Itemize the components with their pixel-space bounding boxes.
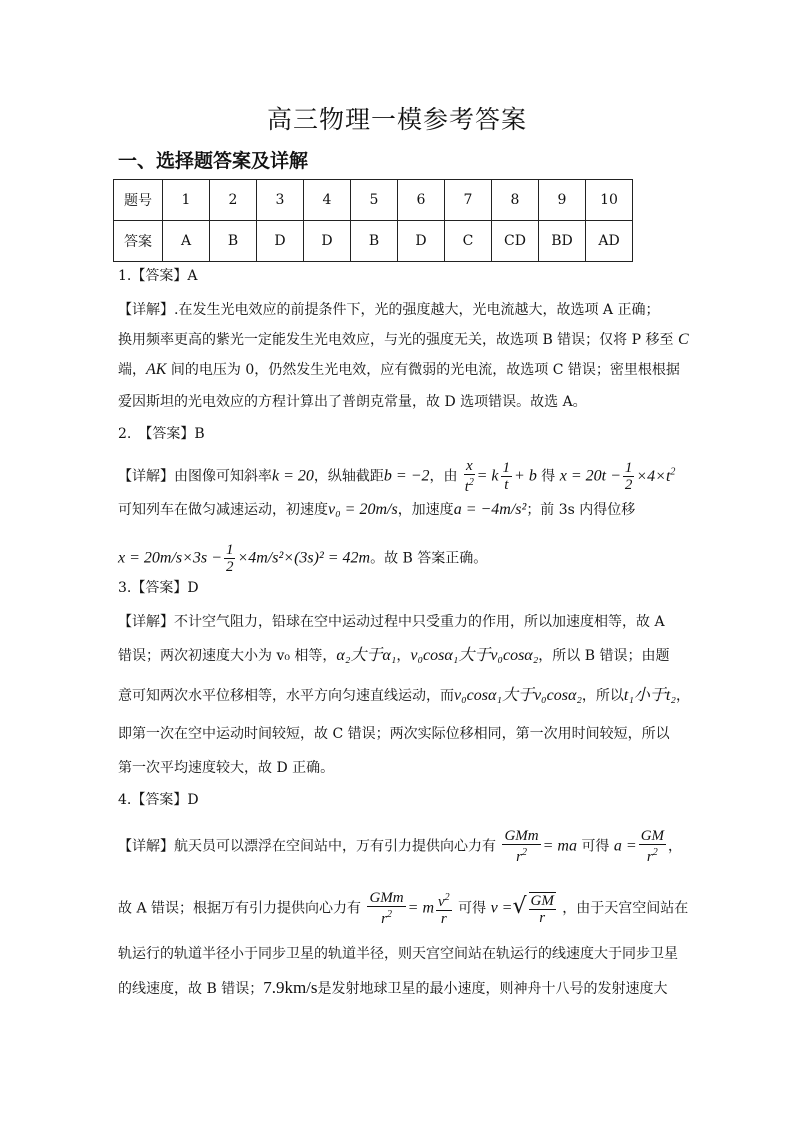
formula-fraction: $\frac{x}{t^2}$ <box>464 458 474 495</box>
text: 换用频率更高的紫光一定能发生光电效应，与光的强度无关，故选项 B 错误；仅将 P 移至 <box>118 332 678 348</box>
math-a: a = −4m/s² <box>453 501 527 518</box>
table-cell: C <box>445 221 492 262</box>
table-cell: A <box>163 221 210 262</box>
text: 可得 <box>581 838 610 855</box>
table-cell: B <box>210 221 257 262</box>
q1-line-4: 爱因斯坦的光电效应的方程计算出了普朗克常量，故 D 选项错误。故选 A。 <box>118 394 587 410</box>
q3-line-2 <box>118 646 669 666</box>
math-t: t₁小于t₂ <box>623 687 676 704</box>
text: 错误；两次初速度大小为 v₀ 相等， <box>118 648 337 664</box>
math-v0: v₀ = 20m/s <box>328 501 398 518</box>
row-label: 答案 <box>114 221 163 262</box>
q3-line-4: 即第一次在空中运动时间较短，故 C 错误；两次实际位移相同，第一次用时间较短，所以 <box>118 726 670 742</box>
q3-line-1: 【详解】不计空气阻力，铅球在空中运动过程中只受重力的作用，所以加速度相等，故 A <box>118 614 665 630</box>
text: 【详解】由图像可知斜率 <box>118 468 272 485</box>
q4-line-4 <box>118 978 668 999</box>
q4-line-3: 轨运行的轨道半径小于同步卫星的轨道半径，则天宫空间站在轨运行的线速度大于同步卫星 <box>118 946 678 962</box>
text: ，所以 B 错误；由题 <box>538 648 670 664</box>
table-cell: 2 <box>210 180 257 221</box>
table-cell: D <box>304 221 351 262</box>
q1-line-2 <box>118 330 689 350</box>
math-speed: 7.9km/s <box>263 978 318 997</box>
text: 可知列车在做匀减速运动，初速度 <box>118 502 328 518</box>
table-cell: B <box>351 221 398 262</box>
q2-answer: 2. 【答案】B <box>118 426 205 442</box>
table-cell: 7 <box>445 180 492 221</box>
table-cell: AD <box>586 221 633 262</box>
table-cell: CD <box>492 221 539 262</box>
table-row-answers <box>114 221 633 262</box>
table-cell: 10 <box>586 180 633 221</box>
q2-line-3 <box>118 542 487 575</box>
sqrt-icon: √ $\frac{GM}{r}$ <box>512 892 554 926</box>
table-row-numbers <box>114 180 633 221</box>
text: 得 <box>541 468 556 485</box>
q1-line-1: 【详解】.在发生光电效应的前提条件下，光的强度越大，光电流越大，故选项 A 正确； <box>118 302 660 318</box>
table-cell: BD <box>539 221 586 262</box>
text: ，所以 <box>581 688 624 704</box>
text: ，由 <box>429 468 458 485</box>
formula-fraction: $\frac{1}{2}$ <box>225 542 234 575</box>
q2-line-1: 【详解】由图像可知斜率k = 20，纵轴截距b = −2，由 $\frac{x}{t^2}$ = k $\frac{1}{t}$ + b 得 x = 20t − $\frac{1}{2}$ $\times 4\times t^2$ <box>118 458 676 495</box>
table-cell: 4 <box>304 180 351 221</box>
formula-fraction: $\frac{\text{GMm}}{r^2}$ <box>369 890 404 927</box>
math-alpha: α₂大于α₁ <box>336 647 397 664</box>
math-x: x = 20m/s×3s − <box>118 549 222 567</box>
table-cell: 9 <box>539 180 586 221</box>
answer-table <box>113 179 633 262</box>
text: 意可知两次水平位移相等，水平方向匀速直线运动，而 <box>118 688 454 704</box>
q3-line-5: 第一次平均速度较大，故 D 正确。 <box>118 760 335 776</box>
math-vcos: v₀cosα₁大于v₀cosα₂ <box>454 687 582 704</box>
math-c: C <box>677 331 689 348</box>
table-cell: 5 <box>351 180 398 221</box>
text: ，纵轴截距 <box>313 468 384 485</box>
formula-fraction: $\frac{v^2}{r}$ <box>438 892 450 927</box>
q1-line-3 <box>118 360 680 380</box>
math-x-rest: ×4m/s²×(3s)² = 42m <box>237 549 371 567</box>
formula-fraction: $\frac{\text{GMm}}{r^2}$ <box>504 828 539 865</box>
row-label: 题号 <box>114 180 163 221</box>
text: 【详解】航天员可以漂浮在空间站中，万有引力提供向心力有 <box>118 838 496 855</box>
math-ak: AK <box>146 361 167 378</box>
text: 间的电压为 0，仍然发生光电效，应有微弱的光电流，故选项 C 错误；密里根根据 <box>166 362 680 378</box>
section-heading: 一、选择题答案及详解 <box>118 150 309 172</box>
text: ；前 3s 内得位移 <box>526 502 636 518</box>
text: ，加速度 <box>397 502 454 518</box>
formula-fraction: $\frac{1}{2}$ <box>624 460 633 493</box>
table-cell: 8 <box>492 180 539 221</box>
q1-answer: 1.【答案】A <box>118 268 198 284</box>
table-cell: 3 <box>257 180 304 221</box>
q4-answer: 4.【答案】D <box>118 792 199 808</box>
text: 端， <box>118 362 146 378</box>
text: 。故 B 答案正确。 <box>370 550 488 567</box>
formula-fraction: $\frac{1}{t}$ <box>502 460 511 493</box>
q4-line-2: 故 A 错误；根据万有引力提供向心力有 $\frac{\text{GMm}}{r^2}$ = m $\frac{v^2}{r}$ 可得 v =√ $\frac{GM}{r}$ ，由于天宫空间站在 <box>118 890 689 927</box>
text: 是发射地球卫星的最小速度，则神舟十八号的发射速度大 <box>317 981 668 997</box>
q3-line-3 <box>118 686 690 706</box>
math-k: k = 20 <box>272 467 314 485</box>
formula-fraction: $\frac{GM}{r^2}$ <box>640 828 665 865</box>
q4-line-1: 【详解】航天员可以漂浮在空间站中，万有引力提供向心力有 $\frac{\text{GMm}}{r^2}$ = ma 可得 a = $\frac{GM}{r^2}$ ， <box>118 828 683 865</box>
page-title: 高三物理一模参考答案 <box>266 105 527 134</box>
q2-line-2 <box>118 500 635 520</box>
table-cell: 1 <box>163 180 210 221</box>
math-b: b = −2 <box>383 467 430 485</box>
text: 可得 <box>458 900 487 917</box>
text: 故 A 错误；根据万有引力提供向心力有 <box>118 900 362 917</box>
q3-answer: 3.【答案】D <box>118 580 199 596</box>
table-cell: 6 <box>398 180 445 221</box>
table-cell: D <box>257 221 304 262</box>
math-vcos: v₀cosα₁大于v₀cosα₂ <box>410 647 539 664</box>
text: ，由于天宫空间站在 <box>562 900 689 917</box>
text: 的线速度，故 B 错误； <box>118 981 264 997</box>
text: ， <box>396 648 411 664</box>
table-cell: D <box>398 221 445 262</box>
text: ， <box>675 688 690 704</box>
